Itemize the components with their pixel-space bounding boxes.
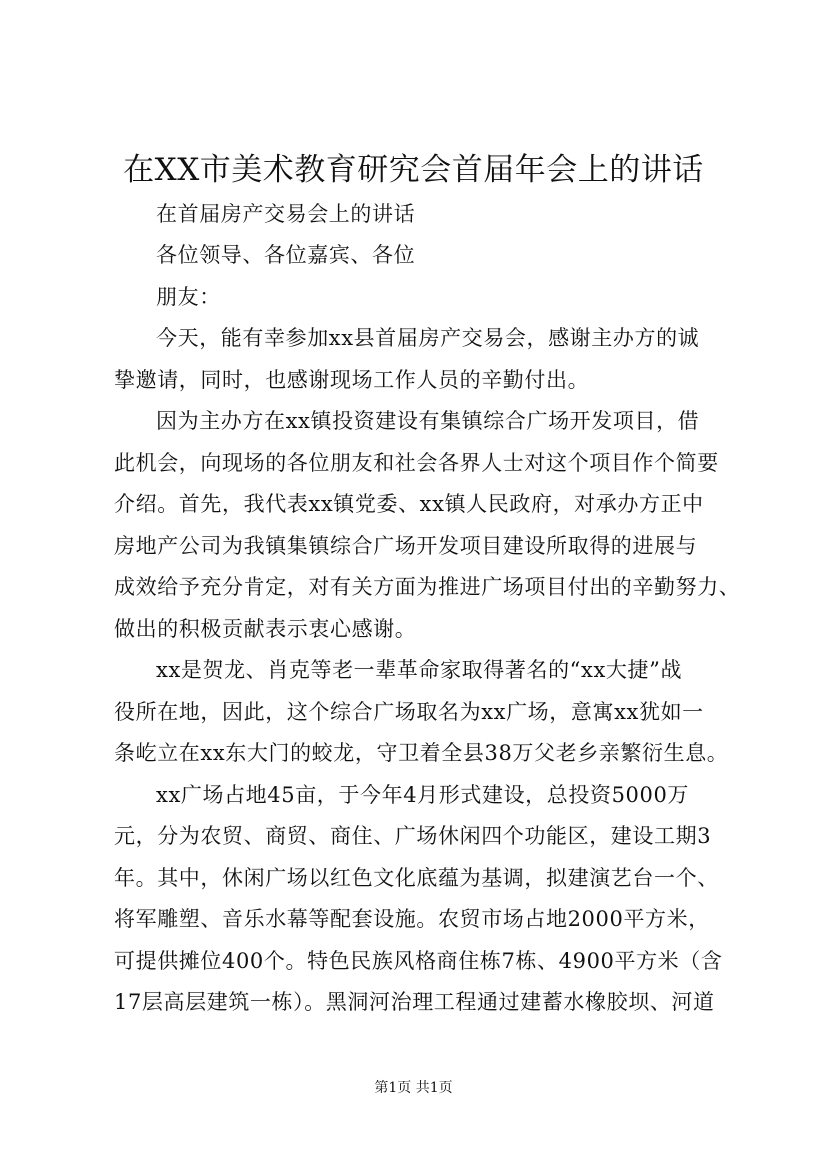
document-title: 在XX市美术教育研究会首届年会上的讲话: [123, 152, 704, 188]
text-line: 今天，能有幸参加xx县首届房产交易会，感谢主办方的诚: [156, 326, 700, 350]
text-line: 介绍。首先，我代表xx镇党委、xx镇人民政府，对承办方正中: [114, 492, 704, 516]
text-line: 在首届房产交易会上的讲话: [156, 202, 416, 226]
text-line: 做出的积极贡献表示衷心感谢。: [114, 617, 417, 641]
text-line: 役所在地，因此，这个综合广场取名为xx广场，意寓xx犹如一: [114, 700, 704, 724]
page-footer: 第1页 共1页: [374, 1080, 453, 1096]
text-line: 年。其中，休闲广场以红色文化底蕴为基调，拟建演艺台一个、: [114, 866, 719, 890]
text-line: 可提供摊位400个。特色民族风格商住栋7栋、4900平方米（含: [114, 949, 723, 973]
text-line: 朋友：: [156, 285, 221, 309]
text-line: 17层高层建筑一栋）。黑洞河治理工程通过建蓄水橡胶坝、河道: [114, 990, 715, 1014]
text-line: 挚邀请，同时，也感谢现场工作人员的辛勤付出。: [114, 368, 590, 392]
text-line: 此机会，向现场的各位朋友和社会各界人士对这个项目作个简要: [114, 451, 719, 475]
text-line: 成效给予充分肯定，对有关方面为推进广场项目付出的辛勤努力、: [114, 575, 741, 599]
text-line: 将军雕塑、音乐水幕等配套设施。农贸市场占地2000平方米，: [114, 907, 710, 931]
text-line: 各位领导、各位嘉宾、各位: [156, 243, 416, 267]
text-line: xx广场占地45亩，于今年4月形式建设，总投资5000万: [156, 783, 690, 807]
text-line: 房地产公司为我镇集镇综合广场开发项目建设所取得的进展与: [114, 534, 698, 558]
text-line: 因为主办方在xx镇投资建设有集镇综合广场开发项目，借: [156, 409, 700, 433]
text-line: 元，分为农贸、商贸、商住、广场休闲四个功能区，建设工期3: [114, 824, 712, 848]
text-line: xx是贺龙、肖克等老一辈革命家取得著名的“xx大捷”战: [156, 658, 683, 682]
text-line: 条屹立在xx东大门的蛟龙，守卫着全县38万父老乡亲繁衍生息。: [114, 741, 729, 765]
